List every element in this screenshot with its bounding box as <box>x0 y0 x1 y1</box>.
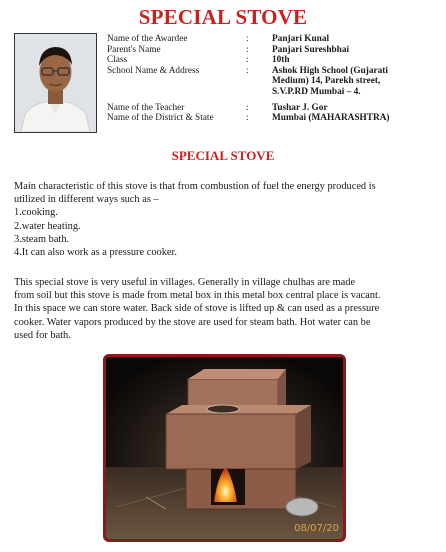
field-label: Parent's Name <box>107 44 161 55</box>
paragraph-line: from soil but this stove is made from metal box in this metal box central place is vacant. <box>14 290 381 302</box>
field-separator: : <box>246 44 249 55</box>
photo-date-stamp: 08/07/20 <box>294 523 339 534</box>
paragraph-line: used for bath. <box>14 329 71 341</box>
paragraph-line: cooker. Water vapors produced by the stove are used for steam bath. Hot water can be <box>14 316 371 328</box>
paragraph-line: utilized in different ways such as – <box>14 194 159 206</box>
description-paragraph <box>14 276 434 342</box>
field-separator: : <box>246 34 249 44</box>
field-value-line: Medium) 14, Parekh street, <box>272 76 381 87</box>
field-value <box>272 66 444 98</box>
field-value-line: Tushar J. Gor <box>272 102 328 113</box>
page-title: SPECIAL STOVE <box>138 5 308 29</box>
section-heading: SPECIAL STOVE <box>171 148 275 163</box>
paragraph-line: Main characteristic of this stove is that from combustion of fuel the energy produced is <box>14 181 376 192</box>
field-label: Name of the Awardee <box>107 34 188 44</box>
field-value <box>272 113 444 124</box>
field-label: Class <box>107 55 128 66</box>
paragraph-line: This special stove is very useful in villages. Generally in village chulhas are made <box>14 277 356 288</box>
paragraph-line: In this space we can store water. Back side of stove is lifted up & can used as a pressure <box>14 303 380 315</box>
field-value-line: 10th <box>272 55 290 66</box>
field-value-line: Panjari Sureshbhai <box>272 44 350 55</box>
field-separator: : <box>246 102 249 113</box>
list-item: 1.cooking. <box>14 207 58 219</box>
stove-photograph <box>103 354 346 542</box>
awardee-portrait <box>14 33 97 133</box>
portrait-image <box>15 34 96 132</box>
field-label: Name of the District & State <box>107 113 214 124</box>
field-separator: : <box>246 65 249 76</box>
field-value <box>272 45 444 56</box>
list-item: 3.steam bath. <box>14 233 70 245</box>
field-value-line: Mumbai (MAHARASHTRA) <box>272 113 390 124</box>
stove-image <box>106 357 343 539</box>
field-label: Name of the Teacher <box>107 102 185 113</box>
list-item: 4.It can also work as a pressure cooker. <box>14 247 178 259</box>
field-value-line: S.V.P.RD Mumbai – 4. <box>272 86 361 97</box>
list-item: 2.water heating. <box>14 220 81 232</box>
field-value-line: Panjari Kunal <box>272 34 330 44</box>
characteristics-paragraph <box>14 180 434 259</box>
field-value <box>272 34 444 45</box>
field-value <box>272 103 444 114</box>
field-separator: : <box>246 55 249 66</box>
field-separator: : <box>246 113 249 124</box>
field-label: School Name & Address <box>107 65 200 76</box>
field-value-line: Ashok High School (Gujarati <box>272 65 388 76</box>
field-value <box>272 55 444 66</box>
